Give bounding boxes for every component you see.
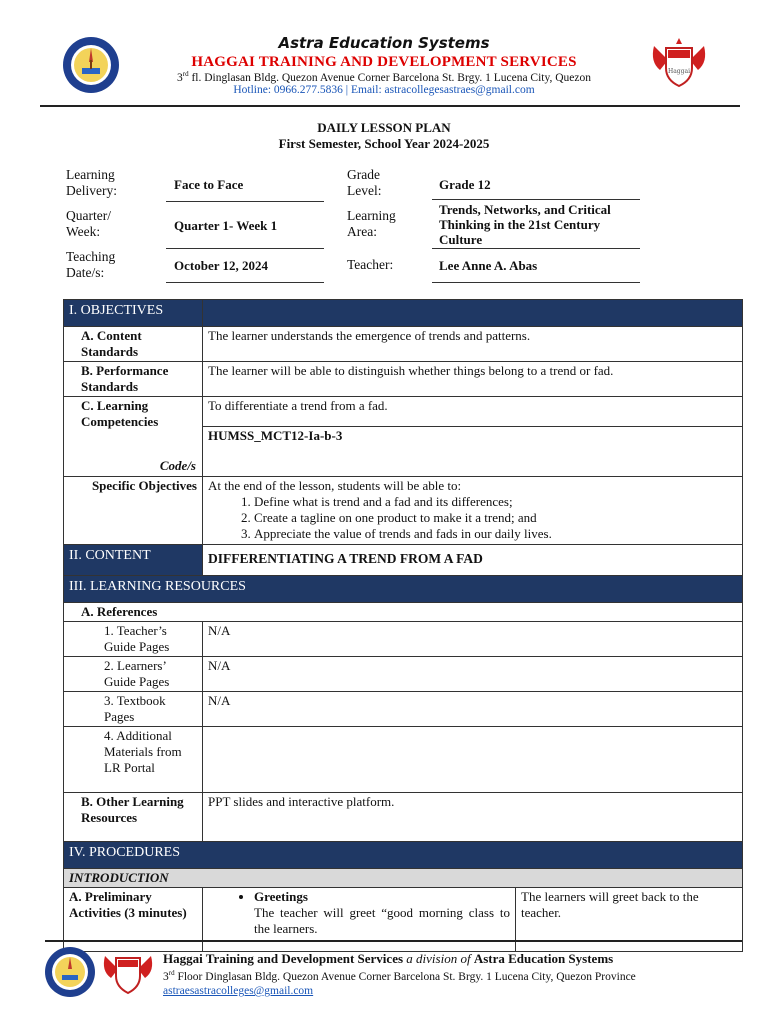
list-item: 2. Create a tagline on one product to make it a trend; and xyxy=(254,510,737,526)
greetings-list xyxy=(208,889,510,905)
ref-additional-value xyxy=(203,727,743,793)
teacher-label: Teacher: xyxy=(347,257,394,272)
footer-address: 3rd Floor Dinglasan Bldg. Quezon Avenue Corner Barcelona St. Brgy. 1 Lucena City, Quezon Province xyxy=(163,969,636,983)
area-underline xyxy=(432,248,640,249)
header-divider xyxy=(40,105,740,107)
references-label: A. References xyxy=(64,603,743,622)
performance-standards-label: B. Performance Standards xyxy=(64,362,203,397)
haggai-footer-crest xyxy=(100,944,156,996)
learner-response: The learners will greet back to the teacher. xyxy=(516,888,743,952)
ref-learner-guide-label: 2. Learners’ Guide Pages xyxy=(64,657,203,692)
ref-learner-guide-value: N/A xyxy=(203,657,743,692)
content-standards-label: A. Content Standards xyxy=(64,327,203,362)
delivery-value: Face to Face xyxy=(174,177,244,192)
competencies-label xyxy=(64,397,203,477)
quarter-value: Quarter 1- Week 1 xyxy=(174,218,278,233)
specific-objectives-cell xyxy=(203,477,743,545)
other-resources-label: B. Other Learning Resources xyxy=(64,793,203,842)
specific-objectives-intro: At the end of the lesson, students will be able to: xyxy=(208,478,462,493)
svg-text:Haggai: Haggai xyxy=(668,68,690,75)
footer-org-line: Haggai Training and Development Services a division of Astra Education Systems xyxy=(163,951,614,966)
quarter-underline xyxy=(166,248,324,249)
ref-teacher-guide-value: N/A xyxy=(203,622,743,657)
competencies-cell xyxy=(203,397,743,477)
greetings-title: • Greetings xyxy=(254,889,510,905)
code-value: HUMSS_MCT12-Ia-b-3 xyxy=(208,428,343,443)
org-subtitle: HAGGAI TRAINING AND DEVELOPMENT SERVICES xyxy=(191,54,577,70)
objectives-header: I. OBJECTIVES xyxy=(64,300,203,327)
other-resources-value: PPT slides and interactive platform. xyxy=(203,793,743,842)
footer-email-link[interactable]: astraesastracolleges@gmail.com xyxy=(163,985,314,997)
ref-textbook-value: N/A xyxy=(203,692,743,727)
preliminary-activities-label: A. Preliminary Activities (3 minutes) xyxy=(64,888,203,952)
org-contact[interactable]: Hotline: 0966.277.5836 | Email: astracollegesastraes@gmail.com xyxy=(233,84,535,96)
page-subtitle: First Semester, School Year 2024-2025 xyxy=(278,136,490,151)
performance-standards-value: The learner will be able to distinguish whether things belong to a trend or fad. xyxy=(203,362,743,397)
procedures-header: IV. PROCEDURES xyxy=(64,842,743,869)
lesson-plan-table xyxy=(63,299,743,952)
content-header: II. CONTENT xyxy=(64,545,203,576)
grade-value: Grade 12 xyxy=(439,177,491,192)
org-name: Astra Education Systems xyxy=(278,34,490,52)
org-address: 3rd fl. Dinglasan Bldg. Quezon Avenue Corner Barcelona St. Brgy. 1 Lucena City, Quezon xyxy=(177,70,591,84)
date-value: October 12, 2024 xyxy=(174,258,268,273)
area-value: Trends, Networks, and Critical Thinking in the 21st Century Culture xyxy=(439,202,611,247)
competencies-value: To differentiate a trend from a fad. xyxy=(203,397,742,427)
specific-objectives-label: Specific Objectives xyxy=(64,477,203,545)
ref-textbook-label: 3. Textbook Pages xyxy=(64,692,203,727)
list-item: 1. Define what is trend and a fad and its differences; xyxy=(254,494,737,510)
ref-teacher-guide-label: 1. Teacher’s Guide Pages xyxy=(64,622,203,657)
content-standards-value: The learner understands the emergence of trends and patterns. xyxy=(203,327,743,362)
code-label: Code/s xyxy=(159,458,196,473)
grade-label: Grade Level: xyxy=(347,167,382,198)
astra-footer-logo xyxy=(44,946,96,998)
date-underline xyxy=(166,282,324,283)
page-title: DAILY LESSON PLAN xyxy=(317,120,451,135)
competencies-label-text: C. Learning Competencies xyxy=(81,398,159,429)
specific-objectives-list xyxy=(208,494,737,542)
ref-additional-label: 4. Additional Materials from LR Portal xyxy=(64,727,203,793)
delivery-underline xyxy=(166,201,324,202)
greetings-text: The teacher will greet “good morning class to the learners. xyxy=(254,905,510,936)
teacher-underline xyxy=(432,282,640,283)
delivery-label: Learning Delivery: xyxy=(66,167,117,198)
list-item: 3. Appreciate the value of trends and fads in our daily lives. xyxy=(254,526,737,542)
teacher-value: Lee Anne A. Abas xyxy=(439,258,538,273)
resources-header: III. LEARNING RESOURCES xyxy=(64,576,743,603)
quarter-label: Quarter/ Week: xyxy=(66,208,111,239)
footer-divider xyxy=(45,940,742,942)
grade-underline xyxy=(432,199,640,200)
introduction-header: INTRODUCTION xyxy=(64,869,743,888)
content-value: DIFFERENTIATING A TREND FROM A FAD xyxy=(203,545,743,576)
date-label: Teaching Date/s: xyxy=(66,249,116,280)
objectives-header-fill xyxy=(203,300,743,327)
area-label: Learning Area: xyxy=(347,208,396,239)
